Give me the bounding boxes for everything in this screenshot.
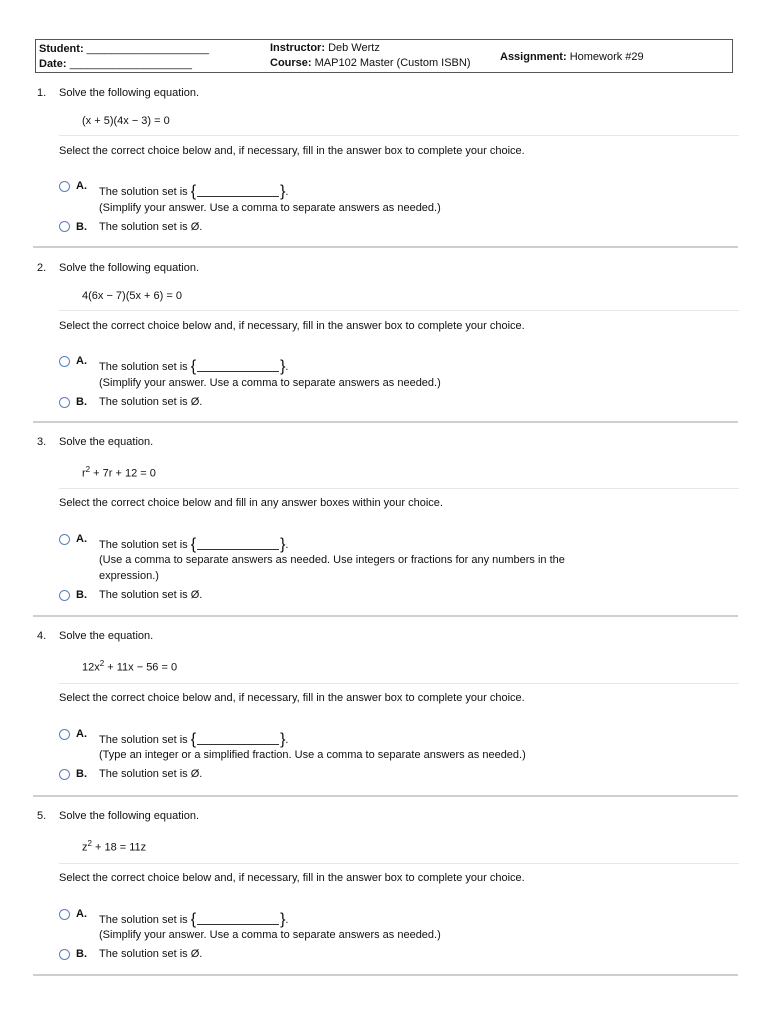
close-brace: } [280, 183, 286, 200]
option-a-letter: A. [76, 355, 87, 367]
option-b-radio[interactable] [59, 769, 70, 780]
question-prompt: Solve the equation. [59, 630, 154, 642]
answer-box[interactable] [197, 359, 279, 372]
instruction-text: Select the correct choice below and fill in any answer boxes within your choice. [59, 497, 443, 509]
option-a-text [99, 730, 288, 748]
instruction-text: Select the correct choice below and, if necessary, fill in the answer box to complete your choice. [59, 145, 525, 157]
equation-exponent: 2 [87, 839, 92, 848]
option-a-letter: A. [76, 180, 87, 192]
instructor-field [270, 42, 380, 55]
equation-rest: + 7r + 12 = 0 [90, 467, 156, 480]
option-b-radio[interactable] [59, 221, 70, 232]
option-b-radio[interactable] [59, 949, 70, 960]
answer-box[interactable] [197, 732, 279, 745]
instruction-text: Select the correct choice below and, if necessary, fill in the answer box to complete your choice. [59, 872, 525, 884]
option-a-note: (Use a comma to separate answers as needed. Use integers or fractions for any numbers in the [99, 554, 565, 566]
option-b-letter: B. [76, 768, 87, 780]
date-blank: ____________________ [69, 58, 192, 70]
question-divider [33, 421, 738, 423]
open-brace: { [190, 358, 197, 375]
option-a-radio[interactable] [59, 534, 70, 545]
divider [59, 135, 739, 136]
equation-exponent: 2 [85, 465, 91, 474]
course-field [270, 57, 471, 70]
question-number: 2. [37, 262, 47, 274]
open-brace: { [190, 911, 197, 928]
question-number: 5. [37, 810, 47, 822]
instruction-text: Select the correct choice below and, if necessary, fill in the answer box to complete your choice. [59, 692, 525, 704]
open-brace: { [190, 536, 197, 553]
divider [59, 310, 739, 311]
period: . [285, 914, 289, 926]
date-label: Date: [39, 58, 67, 70]
option-a-label: The solution set is [99, 914, 188, 926]
option-b-radio[interactable] [59, 590, 70, 601]
period: . [285, 539, 289, 551]
equation-base: 12x [82, 661, 100, 674]
date-field [39, 58, 192, 71]
equation-rest: + 11x − 56 = 0 [104, 661, 178, 674]
divider [59, 488, 739, 489]
course-label: Course: [270, 57, 312, 69]
course-value: MAP102 Master (Custom ISBN) [314, 57, 471, 69]
option-a-note: (Simplify your answer. Use a comma to separate answers as needed.) [99, 202, 441, 214]
option-b-letter: B. [76, 396, 87, 408]
option-b-letter: B. [76, 589, 87, 601]
option-b-text: The solution set is Ø. [99, 589, 203, 601]
option-b-letter: B. [76, 221, 87, 233]
equation-rest: + 18 = 11z [91, 841, 147, 854]
option-a-radio[interactable] [59, 729, 70, 740]
answer-box[interactable] [197, 912, 279, 925]
close-brace: } [280, 731, 286, 748]
question-prompt: Solve the following equation. [59, 810, 200, 822]
divider [59, 683, 739, 684]
assignment-value: Homework #29 [569, 51, 644, 63]
student-field [39, 43, 209, 56]
equation-base: r [82, 467, 86, 480]
option-b-text: The solution set is Ø. [99, 948, 203, 960]
option-a-label: The solution set is [99, 539, 188, 551]
question-divider [33, 615, 738, 617]
equation-base: z [82, 841, 88, 854]
equation-exponent: 2 [99, 659, 105, 668]
period: . [285, 361, 289, 373]
student-blank: ____________________ [86, 43, 210, 55]
option-a-note: (Simplify your answer. Use a comma to separate answers as needed.) [99, 929, 441, 941]
equation [82, 839, 146, 854]
period: . [285, 734, 289, 746]
assignment-label: Assignment: [500, 51, 567, 63]
instruction-text: Select the correct choice below and, if necessary, fill in the answer box to complete your choice. [59, 320, 525, 332]
option-b-text: The solution set is Ø. [99, 221, 203, 233]
question-number: 3. [37, 436, 47, 448]
equation: 4(6x − 7)(5x + 6) = 0 [82, 290, 182, 302]
close-brace: } [280, 911, 286, 928]
question-divider [33, 974, 738, 976]
option-a-label: The solution set is [99, 361, 188, 373]
close-brace: } [280, 358, 286, 375]
answer-box[interactable] [197, 184, 279, 197]
equation [82, 465, 156, 480]
divider [59, 863, 739, 864]
option-a-letter: A. [76, 728, 87, 740]
student-label: Student: [39, 43, 84, 55]
option-b-text: The solution set is Ø. [99, 396, 203, 408]
assignment-header [35, 39, 733, 73]
equation: (x + 5)(4x − 3) = 0 [82, 115, 170, 127]
answer-box[interactable] [197, 537, 279, 550]
option-a-text [99, 910, 288, 928]
instructor-value: Deb Wertz [328, 42, 380, 54]
option-a-radio[interactable] [59, 181, 70, 192]
question-prompt: Solve the following equation. [59, 262, 200, 274]
option-a-note-cont: expression.) [99, 570, 159, 582]
option-a-text [99, 535, 288, 553]
option-a-note: (Simplify your answer. Use a comma to separate answers as needed.) [99, 377, 441, 389]
open-brace: { [190, 183, 197, 200]
option-a-note: (Type an integer or a simplified fraction. Use a comma to separate answers as needed.) [99, 749, 526, 761]
open-brace: { [190, 731, 197, 748]
equation [82, 659, 177, 674]
question-number: 1. [37, 87, 47, 99]
option-b-text: The solution set is Ø. [99, 768, 203, 780]
option-a-letter: A. [76, 533, 87, 545]
question-prompt: Solve the equation. [59, 436, 154, 448]
close-brace: } [280, 536, 286, 553]
option-a-label: The solution set is [99, 186, 188, 198]
option-a-text [99, 182, 288, 200]
question-number: 4. [37, 630, 47, 642]
question-divider [33, 795, 738, 797]
option-a-letter: A. [76, 908, 87, 920]
assignment-field [500, 51, 644, 64]
option-a-radio[interactable] [59, 909, 70, 920]
option-a-radio[interactable] [59, 356, 70, 367]
question-divider [33, 246, 738, 248]
option-a-text [99, 357, 288, 375]
instructor-label: Instructor: [270, 42, 325, 54]
option-b-radio[interactable] [59, 397, 70, 408]
option-a-label: The solution set is [99, 734, 188, 746]
question-prompt: Solve the following equation. [59, 87, 200, 99]
option-b-letter: B. [76, 948, 87, 960]
period: . [285, 186, 289, 198]
